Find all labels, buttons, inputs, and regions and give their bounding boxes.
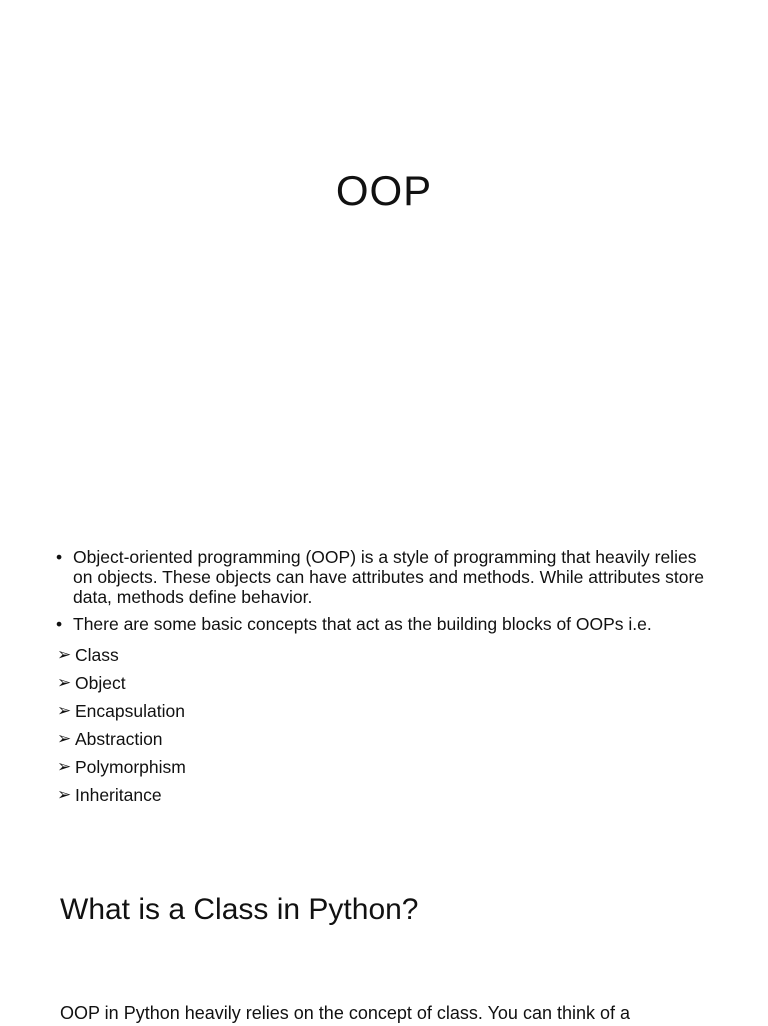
concept-label: Abstraction bbox=[75, 729, 163, 749]
arrow-bullet-icon: ➢ bbox=[57, 701, 72, 720]
intro-paragraph: OOP in Python heavily relies on the concept of class. You can think of a bbox=[60, 1003, 631, 1023]
concept-label: Polymorphism bbox=[75, 757, 186, 777]
bullet-text: Object-oriented programming (OOP) is a style of programming that heavily relies on objects. These objects can have attributes and methods. While attributes store data, methods define behavior. bbox=[73, 547, 704, 607]
bullet-text: There are some basic concepts that act as the building blocks of OOPs i.e. bbox=[73, 614, 652, 634]
bullet-item bbox=[54, 547, 714, 607]
arrow-bullet-icon: ➢ bbox=[57, 729, 72, 748]
concept-item-inheritance bbox=[54, 781, 714, 809]
bullet-icon: • bbox=[56, 547, 63, 567]
concept-item-abstraction bbox=[54, 725, 714, 753]
concept-item-class bbox=[54, 641, 714, 669]
concept-item-object bbox=[54, 669, 714, 697]
arrow-bullet-icon: ➢ bbox=[57, 673, 72, 692]
arrow-bullet-icon: ➢ bbox=[57, 785, 72, 804]
bullet-item bbox=[54, 614, 714, 634]
arrow-bullet-icon: ➢ bbox=[57, 757, 72, 776]
concept-label: Inheritance bbox=[75, 785, 162, 805]
section-heading: What is a Class in Python? bbox=[60, 893, 419, 926]
bullet-icon: • bbox=[56, 614, 63, 634]
concept-label: Object bbox=[75, 673, 126, 693]
concept-item-polymorphism bbox=[54, 753, 714, 781]
slide-title: OOP bbox=[335, 167, 433, 214]
concept-list bbox=[54, 641, 714, 809]
concept-item-encapsulation bbox=[54, 697, 714, 725]
bullet-content bbox=[54, 547, 714, 809]
concept-label: Class bbox=[75, 645, 119, 665]
arrow-bullet-icon: ➢ bbox=[57, 645, 72, 664]
concept-label: Encapsulation bbox=[75, 701, 185, 721]
